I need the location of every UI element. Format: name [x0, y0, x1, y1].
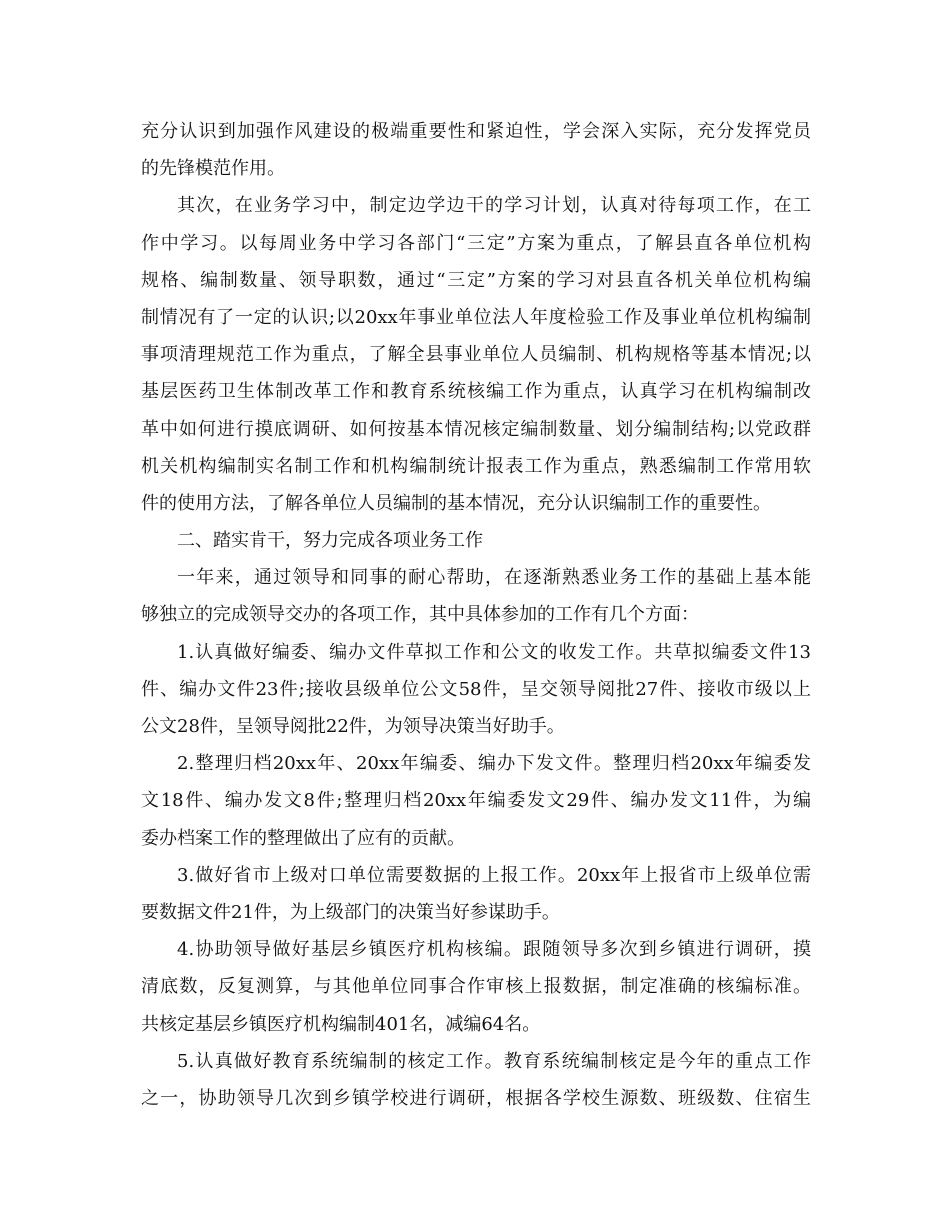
text-line: 公文28件，呈领导阅批22件，为领导决策当好助手。 [141, 716, 565, 737]
text-line: 委办档案工作的整理做出了应有的贡献。 [141, 827, 465, 849]
text-line: 件、编办文件23件;接收县级单位公文58件，呈交领导阅批27件、接收市级以上 [141, 678, 811, 700]
text-line: 其次，在业务学习中，制定边学边干的学习计划，认真对待每项工作，在工 [177, 195, 811, 217]
text-line: 制情况有了一定的认识;以20xx年事业单位法人年度检验工作及事业单位机构编制 [141, 306, 811, 328]
text-line: 够独立的完成领导交办的各项工作，其中具体参加的工作有几个方面： [141, 604, 699, 626]
text-line: 共核定基层乡镇医疗机构编制401名，减编64名。 [141, 1013, 541, 1035]
text-line: 一年来，通过领导和同事的耐心帮助，在逐渐熟悉业务工作的基础上基本能 [177, 567, 811, 589]
list-item-4: 4.协助领导做好基层乡镇医疗机构核编。跟随领导多次到乡镇进行调研，摸 [177, 939, 811, 961]
list-item-1: 1.认真做好编委、编办文件草拟工作和公文的收发工作。共草拟编委文件13 [177, 641, 811, 663]
text-line: 革中如何进行摸底调研、如何按基本情况核定编制数量、划分编制结构;以党政群 [141, 418, 811, 440]
text-line: 机关机构编制实名制工作和机构编制统计报表工作为重点，熟悉编制工作常用软 [141, 455, 811, 477]
list-item-5: 5.认真做好教育系统编制的核定工作。教育系统编制核定是今年的重点工作 [177, 1050, 811, 1072]
text-line: 之一，协助领导几次到乡镇学校进行调研，根据各学校生源数、班级数、住宿生 [141, 1087, 811, 1109]
text-line: 事项清理规范工作为重点，了解全县事业单位人员编制、机构规格等基本情况;以 [141, 344, 811, 366]
text-line: 基层医药卫生体制改革工作和教育系统核编工作为重点，认真学习在机构编制改 [141, 381, 811, 403]
list-item-2: 2.整理归档20xx年、20xx年编委、编办下发文件。整理归档20xx年编委发 [177, 753, 811, 775]
document-body [141, 113, 811, 1117]
section-heading: 二、踏实肯干，努力完成各项业务工作 [177, 530, 483, 552]
text-line: 文18件、编办发文8件;整理归档20xx年编委发文29件、编办发文11件，为编 [141, 790, 811, 812]
text-line: 要数据文件21件，为上级部门的决策当好参谋助手。 [141, 901, 560, 923]
text-line: 的先锋模范作用。 [141, 158, 285, 180]
text-line: 清底数，反复测算，与其他单位同事合作审核上报数据，制定准确的核编标准。 [141, 976, 811, 998]
list-item-3: 3.做好省市上级对口单位需要数据的上报工作。20xx年上报省市上级单位需 [177, 864, 811, 886]
text-line: 作中学习。以每周业务中学习各部门“三定”方案为重点，了解县直各单位机构 [141, 232, 811, 254]
text-line: 规格、编制数量、领导职数，通过“三定”方案的学习对县直各机关单位机构编 [141, 269, 811, 291]
text-line: 件的使用方法，了解各单位人员编制的基本情况，充分认识编制工作的重要性。 [141, 492, 771, 514]
text-line: 充分认识到加强作风建设的极端重要性和紧迫性，学会深入实际，充分发挥党员 [141, 121, 811, 142]
